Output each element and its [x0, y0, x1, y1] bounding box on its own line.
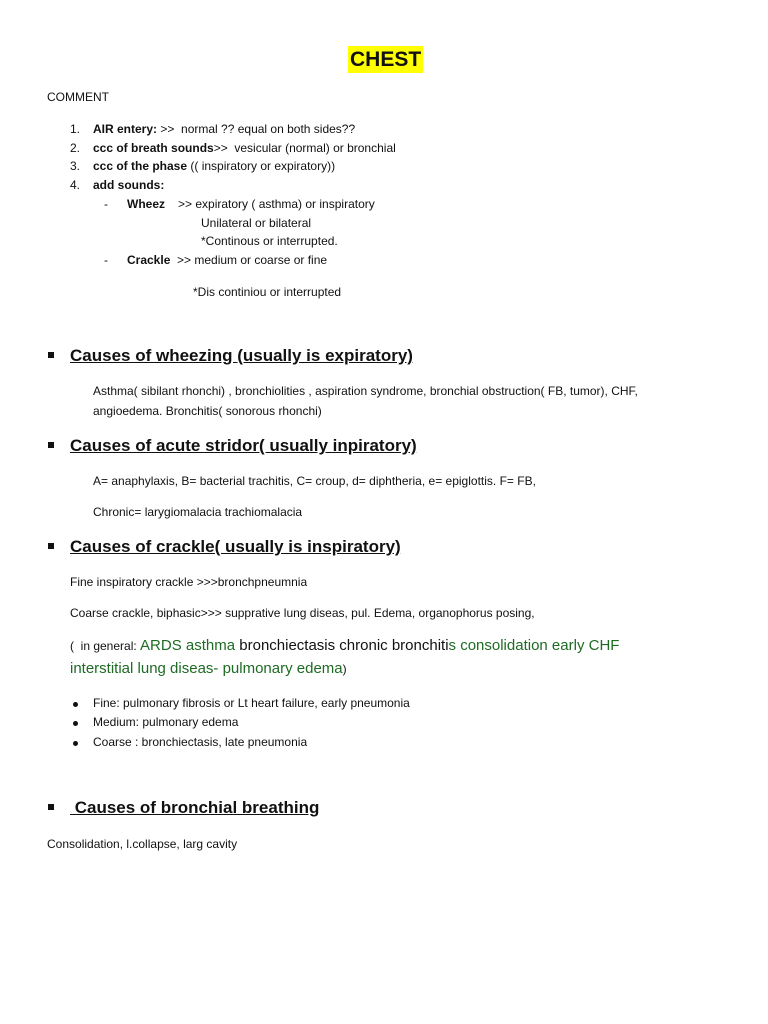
wheez-line-3: *Continous or interrupted.	[201, 234, 338, 248]
list-item-bold: AIR entery:	[93, 122, 158, 136]
general-line-2-text: interstitial lung diseas- pulmonary edema	[70, 660, 343, 677]
crackle-label: Crackle	[127, 253, 171, 267]
wheezing-line-2: angioedema. Bronchitis( sonorous rhonchi)	[93, 404, 322, 418]
stridor-line-2: Chronic= larygiomalacia trachiomalacia	[93, 505, 303, 519]
list-item-2	[70, 140, 396, 156]
section-heading-wheezing: Causes of wheezing (usually is expiratory)	[70, 346, 413, 365]
wheez-line-2: Unilateral or bilateral	[201, 216, 312, 230]
list-item-bold: ccc of breath sounds	[93, 141, 214, 155]
general-line-2	[70, 660, 347, 678]
section-heading-crackle: Causes of crackle( usually is inspiratory)	[70, 537, 401, 556]
crackle-fine-line: Fine inspiratory crackle >>>bronchpneumnia	[70, 575, 308, 589]
wheez-dash: -	[104, 197, 108, 211]
crackle-coarse-line: Coarse crackle, biphasic>>> supprative lung diseas, pul. Edema, organophorus posing,	[70, 606, 535, 620]
general-green: s consolidation early CHF	[448, 637, 620, 654]
list-item-bold: ccc of the phase	[93, 159, 188, 173]
comment-label: COMMENT	[47, 90, 109, 104]
list-number: 3.	[70, 159, 81, 173]
wheez-label: Wheez	[127, 197, 166, 211]
section-heading-bronchial: Causes of bronchial breathing	[70, 798, 320, 817]
wheez-line-1: >> expiratory ( asthma) or inspiratory	[178, 197, 375, 211]
general-line-1	[70, 637, 619, 654]
list-item-text: >> normal ?? equal on both sides??	[157, 122, 356, 136]
section-heading-stridor: Causes of acute stridor( usually inpiratory)	[70, 436, 417, 455]
bullet-dot	[73, 721, 78, 726]
list-item-4	[70, 177, 165, 193]
page-title: CHEST	[350, 48, 422, 71]
list-number: 2.	[70, 141, 81, 155]
stridor-line-1: A= anaphylaxis, B= bacterial trachitis, C= croup, d= diphtheria, e= epiglottis. F= FB,	[93, 474, 536, 488]
square-bullet	[48, 442, 54, 448]
crackle-line-2: *Dis continiou or interrupted	[193, 285, 342, 299]
list-item-1	[70, 121, 356, 137]
general-ards: ARDS asthma	[140, 637, 236, 654]
list-item-text: >> vesicular (normal) or bronchial	[213, 141, 396, 155]
square-bullet	[48, 352, 54, 358]
square-bullet	[48, 804, 54, 810]
bullet-dot	[73, 741, 78, 746]
crackle-line-1: >> medium or coarse or fine	[177, 253, 328, 267]
list-item: Fine: pulmonary fibrosis or Lt heart failure, early pneumonia	[93, 696, 410, 710]
list-item-bold: add sounds:	[93, 178, 165, 192]
list-item-text: (( inspiratory or expiratory))	[187, 159, 336, 173]
list-item: Medium: pulmonary edema	[93, 715, 239, 729]
list-item-3	[70, 158, 336, 174]
list-item: Coarse : bronchiectasis, late pneumonia	[93, 735, 308, 749]
list-number: 4.	[70, 178, 81, 192]
general-open: ( in general:	[70, 639, 141, 653]
general-black: bronchiectasis chronic bronchiti	[235, 637, 449, 654]
list-number: 1.	[70, 122, 81, 136]
wheezing-line-1: Asthma( sibilant rhonchi) , bronchiolities , aspiration syndrome, bronchial obstruction( FB, tumor), CHF,	[93, 384, 638, 398]
general-close: )	[342, 662, 347, 676]
square-bullet	[48, 543, 54, 549]
bullet-dot	[73, 702, 78, 707]
bronchial-line: Consolidation, l.collapse, larg cavity	[47, 837, 238, 851]
crackle-dash: -	[104, 253, 108, 267]
